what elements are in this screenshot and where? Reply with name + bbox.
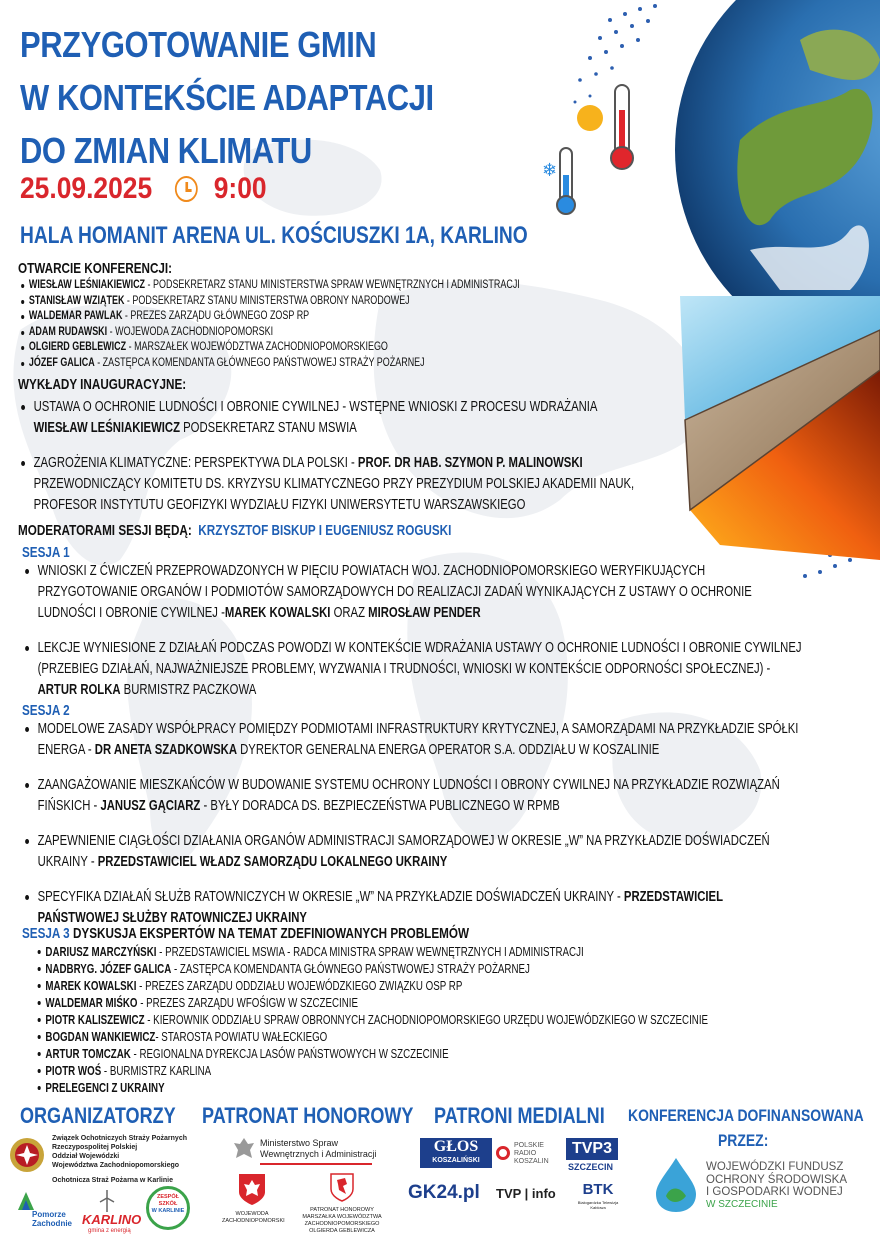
speaker-name: JANUSZ GĄCIARZ [100,798,201,814]
list-item [34,1046,568,1063]
karlino-text: KARLINO [82,1212,142,1227]
zespol-szkol-logo [146,1186,190,1230]
wfos-line: OCHRONY ŚRODOWISKA [706,1173,847,1186]
zespol-line: ZESPÓŁ [156,1194,179,1200]
speaker-name: PIOTR WOŚ [45,1064,102,1078]
session-3 [22,925,722,1097]
speaker-role: - PREZES ZARZĄDU WFOŚIGW W SZCZECINIE [137,996,358,1010]
session-item [22,887,723,929]
radio-line: KOSZALIN [514,1158,549,1165]
event-date: 25.09.2025 [20,172,153,205]
list-item [34,1080,568,1097]
speaker-role: - ZASTĘPCA KOMENDANTA GŁÓWNEGO PAŃSTWOWEJ STRAŻY POŻARNEJ [94,356,425,369]
item-text: MODELOWE ZASADY WSPÓŁPRACY POMIĘDZY PODMIOTAMI INFRASTRUKTURY KRYTYCZNEJ, A SAMORZĄDAMI NA PRZYKŁADZIE SPÓŁKI [37,721,799,737]
list-item [18,309,564,325]
wfos-line: I GOSPODARKI WODNEJ [706,1186,843,1198]
list-item [34,978,568,995]
speaker-role: PRZEWODNICZĄCY KOMITETU DS. KRYZYSU KLIMATYCZNEGO PRZY PREZYDIUM POLSKIEJ AKADEMII NAUK, [33,476,635,492]
lecture-item [18,397,598,439]
pomorze-line: Zachodnie [32,1219,73,1228]
item-text: ENERGA - [37,742,95,758]
marszalek-line: PATRONAT HONOROWY [310,1207,374,1213]
media-heading: PATRONI MEDIALNI [434,1103,605,1128]
title-line-1: PRZYGOTOWANIE GMIN [20,24,377,65]
session-label: SESJA 1 [22,544,70,561]
session-1 [22,544,802,701]
speaker-role: - PODSEKRETARZ STANU MINISTERSTWA OBRONY NARODOWEJ [124,294,410,307]
opening-heading: OTWARCIE KONFERENCJI: [18,260,173,277]
pomorze-text [32,1210,72,1228]
clock-icon [175,176,198,202]
speaker-name: DR ANETA SZADKOWSKA [94,742,237,758]
btk-subtext: Białogardzka Telewizja Kablowa [577,1200,619,1210]
speaker-name: PIOTR KALISZEWICZ [45,1013,145,1027]
snowflake-icon: ❄ [542,160,558,180]
mswia-name: Wewnętrznych i Administracji [260,1149,377,1159]
session-3-heading [22,925,568,942]
wfos-logo [652,1156,852,1216]
karlino-logo [80,1190,140,1234]
marszalek-line: ZACHODNIOPOMORSKIEGO [304,1221,380,1227]
wfos-line: W SZCZECINIE [706,1198,778,1210]
mswia-underline [260,1163,372,1165]
glos-koszalinski-logo [420,1138,492,1168]
speaker-name: STANISŁAW WZIĄTEK [28,294,125,307]
speaker-name: DARIUSZ MARCZYŃSKI [45,945,157,959]
speaker-role: - WOJEWODA ZACHODNIOPOMORSKI [107,325,274,338]
speaker-role: - BURMISTRZ KARLINA [101,1064,212,1078]
list-item [34,944,584,961]
session-item [22,719,799,761]
session-title: DYSKUSJA EKSPERTÓW NA TEMAT ZDEFINIOWANYCH PROBLEMÓW [69,925,470,942]
list-item [34,961,568,978]
title-line-3: DO ZMIAN KLIMATU [20,130,312,171]
tvp3-logo: TVP3 [566,1138,618,1160]
gk24-logo: GK24.pl [408,1182,480,1203]
speaker-role: - PREZES ZARZĄDU GŁÓWNEGO ZOSP RP [122,310,310,322]
red-shield-eagle-icon [237,1172,267,1206]
zespol-line: W KARLINIE [151,1208,185,1214]
list-item [18,294,564,310]
wfos-line: WOJEWÓDZKI FUNDUSZ [706,1161,844,1173]
speaker-role: - MARSZAŁEK WOJEWÓDZTWA ZACHODNIOPOMORSKIEGO [126,341,388,353]
speaker-role: - BYŁY DORADCA DS. BEZPIECZEŃSTWA PUBLICZNEGO W RPMB [200,798,560,814]
list-item [18,278,564,294]
list-item [34,1012,709,1029]
speaker-role: - KIEROWNIK ODDZIAŁU SPRAW OBRONNYCH ZACHODNIOPOMORSKIEGO URZĘDU WOJEWÓDZKIEGO W SZCZECINIE [144,1013,709,1027]
funding-heading-2: PRZEZ: [718,1131,769,1150]
radio-line: RADIO [514,1150,537,1157]
item-text: SPECYFIKA DZIAŁAŃ SŁUŻB RATOWNICZYCH W OKRESIE „W” NA PRZYKŁADZIE DOŚWIADCZEŃ UKRAINY - [37,889,624,905]
griffin-shield-icon [329,1172,355,1202]
speaker-name: WALDEMAR MIŚKO [45,996,138,1010]
pomorze-line: Pomorze [32,1210,66,1219]
speaker-role: PODSEKRETARZ STANU MSWIA [179,420,357,436]
item-text: ORAZ [330,605,369,621]
glos-text: GŁOS [433,1138,479,1155]
session-2 [22,702,799,929]
btk-logo [576,1180,620,1210]
speaker-role: BURMISTRZ PACZKOWA [120,682,257,698]
opening-section [18,260,718,371]
list-item [18,325,564,341]
speaker-role: - ZASTĘPCA KOMENDANTA GŁÓWNEGO PAŃSTWOWEJ STRAŻY POŻARNEJ [171,962,530,976]
session-label: SESJA 2 [22,702,70,719]
wojewoda-line: WOJEWODA [235,1211,269,1217]
speaker-name: PROF. DR HAB. SZYMON P. MALINOWSKI [357,455,583,471]
item-text: FIŃSKICH - [37,798,101,814]
event-venue: HALA HOMANIT ARENA UL. KOŚCIUSZKI 1A, KARLINO [20,222,528,249]
session-item [22,775,780,817]
speaker-role: - PRZEDSTAWICIEL MSWIA - RADCA MINISTRA SPRAW WEWNĘTRZNYCH I ADMINISTRACJI [156,945,584,959]
wojewoda-line: ZACHODNIOPOMORSKI [222,1218,285,1224]
speaker-name: WALDEMAR PAWLAK [28,310,123,322]
organizers-heading: ORGANIZATORZY [20,1103,176,1128]
zosp-emblem-icon [8,1136,46,1174]
item-text: LEKCJE WYNIESIONE Z DZIAŁAŃ PODCZAS POWODZI W KONTEKŚCIE WDRAŻANIA USTAWY O OCHRONIE LUDNOŚCI I OBRONIE CYWILNEJ [37,640,802,656]
title-line-2: W KONTEKŚCIE ADAPTACJI [20,77,434,118]
session-label: SESJA 3 [22,925,70,942]
list-item [18,356,564,372]
zespol-line: SZKÓŁ [158,1201,178,1207]
event-time: 9:00 [213,172,267,205]
zosp-name: Związek Ochotniczych Straży Pożarnych [52,1135,187,1142]
item-text: UKRAINY - [37,854,98,870]
speaker-name: PRELEGENCI Z UKRAINY [45,1081,165,1095]
speaker-name: PAŃSTWOWEJ SŁUŻBY RATOWNICZEJ UKRAINY [37,910,307,926]
session-item [22,638,802,701]
mswia-name: Ministerstwo Spraw [260,1138,339,1148]
glos-subtext: KOSZALIŃSKI [432,1157,480,1164]
radio-ring-icon [496,1146,510,1160]
lectures-heading: WYKŁADY INAUGURACYJNE: [18,376,187,393]
item-text: ZAPEWNIENIE CIĄGŁOŚCI DZIAŁANIA ORGANÓW ADMINISTRACJI SAMORZĄDOWEJ W OKRESIE „W” NA PRZYKŁADZIE DOŚWIADCZEŃ [37,833,770,849]
speaker-role: - REGIONALNA DYREKCJA LASÓW PAŃSTWOWYCH W SZCZECINIE [130,1047,449,1061]
speaker-name: JÓZEF GALICA [28,356,95,369]
list-item [18,340,564,356]
lectures-section [18,376,718,539]
speaker-name: NADBRYG. JÓZEF GALICA [45,962,172,976]
speaker-name: MAREK KOWALSKI [45,979,137,993]
wind-turbine-icon [92,1190,122,1212]
speaker-name: PRZEDSTAWICIEL WŁADZ SAMORZĄDU LOKALNEGO UKRAINY [97,854,448,870]
marszalek-logo [292,1172,392,1235]
radio-koszalin-logo [496,1140,564,1168]
item-text: LUDNOŚCI I OBRONIE CYWILNEJ - [37,605,225,621]
event-datetime [20,172,267,206]
btk-text: BTK [582,1181,614,1198]
page-title [20,18,434,177]
item-text: (PRZEBIEG DZIAŁAŃ, NAJWAŻNIEJSZE PROBLEMY, WYZWANIA I TRUDNOŚCI, WNIOSKI W KONTEKŚCIE ODPORNOŚCI SPOŁECZNEJ) - [37,661,771,677]
radio-line: POLSKIE [514,1142,544,1149]
osp-karlino-name: Ochotnicza Straż Pożarna w Karlinie [52,1177,173,1184]
zosp-name: Rzeczypospolitej Polskiej [52,1144,138,1151]
speaker-role: - STAROSTA POWIATU WAŁECKIEGO [155,1030,328,1044]
speaker-name: BOGDAN WANKIEWICZ [45,1030,156,1044]
patronage-heading: PATRONAT HONOROWY [202,1103,414,1128]
speaker-role: DYREKTOR GENERALNA ENERGA OPERATOR S.A. ODDZIAŁU W KOSZALINIE [236,742,660,758]
pomorze-logo [14,1190,74,1230]
wojewoda-logo [222,1172,285,1225]
funding-heading: KONFERENCJA DOFINANSOWANA [628,1106,864,1125]
water-drop-icon [652,1156,700,1214]
moderators-names: KRZYSZTOF BISKUP I EUGENIUSZ ROGUSKI [198,522,452,539]
speaker-name: OLGIERD GEBLEWICZ [28,341,127,353]
speaker-role: - PREZES ZARZĄDU ODDZIAŁU WOJEWÓDZKIEGO ZWIĄZKU OSP RP [136,979,463,993]
session-item [22,831,770,873]
speaker-name: ADAM RUDAWSKI [28,325,108,338]
polish-eagle-icon [232,1136,256,1162]
zosp-name: Województwa Zachodniopomorskiego [52,1162,180,1169]
tvp3-city: SZCZECIN [568,1162,613,1172]
moderators [18,522,564,539]
list-item [34,1063,568,1080]
marszalek-line: OLGIERDA GEBLEWICZA [309,1228,375,1234]
lecture-item [18,453,635,516]
marszalek-line: MARSZAŁKA WOJEWÓDZTWA [302,1214,382,1220]
speaker-name: WIESŁAW LEŚNIAKIEWICZ [33,420,180,436]
lecture-title: ZAGROŻENIA KLIMATYCZNE: PERSPEKTYWA DLA POLSKI - [33,455,358,471]
list-item [34,995,568,1012]
item-text: WNIOSKI Z ĆWICZEŃ PRZEPROWADZONYCH W PIĘCIU POWIATACH WOJ. ZACHODNIOPOMORSKIEGO WERYFIKUJĄCYCH [37,563,706,579]
speaker-name: WIESŁAW LEŚNIAKIEWICZ [28,279,146,291]
speaker-role: PROFESOR INSTYTUTU GEOFIZYKI WYDZIAŁU FIZYKI UNIWERSYTETU WARSZAWSKIEGO [33,497,526,513]
moderators-label: MODERATORAMI SESJI BĘDĄ: [18,522,192,539]
speaker-name: MIROSŁAW PENDER [368,605,481,621]
karlino-tagline: gmina z energią [88,1228,131,1234]
zosp-name: Oddział Wojewódzki [52,1153,120,1160]
lecture-title: USTAWA O OCHRONIE LUDNOŚCI I OBRONIE CYWILNEJ - WSTĘPNE WNIOSKI Z PROCESU WDRAŻANIA [33,399,598,415]
item-text: PRZYGOTOWANIE ORGANÓW I PODMIOTÓW SAMORZĄDOWYCH DO REALIZACJI ZADAŃ WYNIKAJĄCYCH Z USTAWY O OCHRONIE [37,584,752,600]
speaker-name: ARTUR TOMCZAK [45,1047,131,1061]
item-text: ZAANGAŻOWANIE MIESZKAŃCÓW W BUDOWANIE SYSTEMU OCHRONY LUDNOŚCI I OBRONY CYWILNEJ NA PRZYKŁADZIE ROZWIĄZAŃ [37,777,780,793]
speaker-role: - PODSEKRETARZ STANU MINISTERSTWA SPRAW WEWNĘTRZNYCH I ADMINISTRACJI [145,279,520,291]
tvp-info-logo: TVP | info [496,1186,556,1201]
session-item [22,561,752,624]
speaker-name: PRZEDSTAWICIEL [623,889,723,905]
speaker-name: ARTUR ROLKA [37,682,121,698]
speaker-name: MAREK KOWALSKI [224,605,331,621]
list-item [34,1029,568,1046]
